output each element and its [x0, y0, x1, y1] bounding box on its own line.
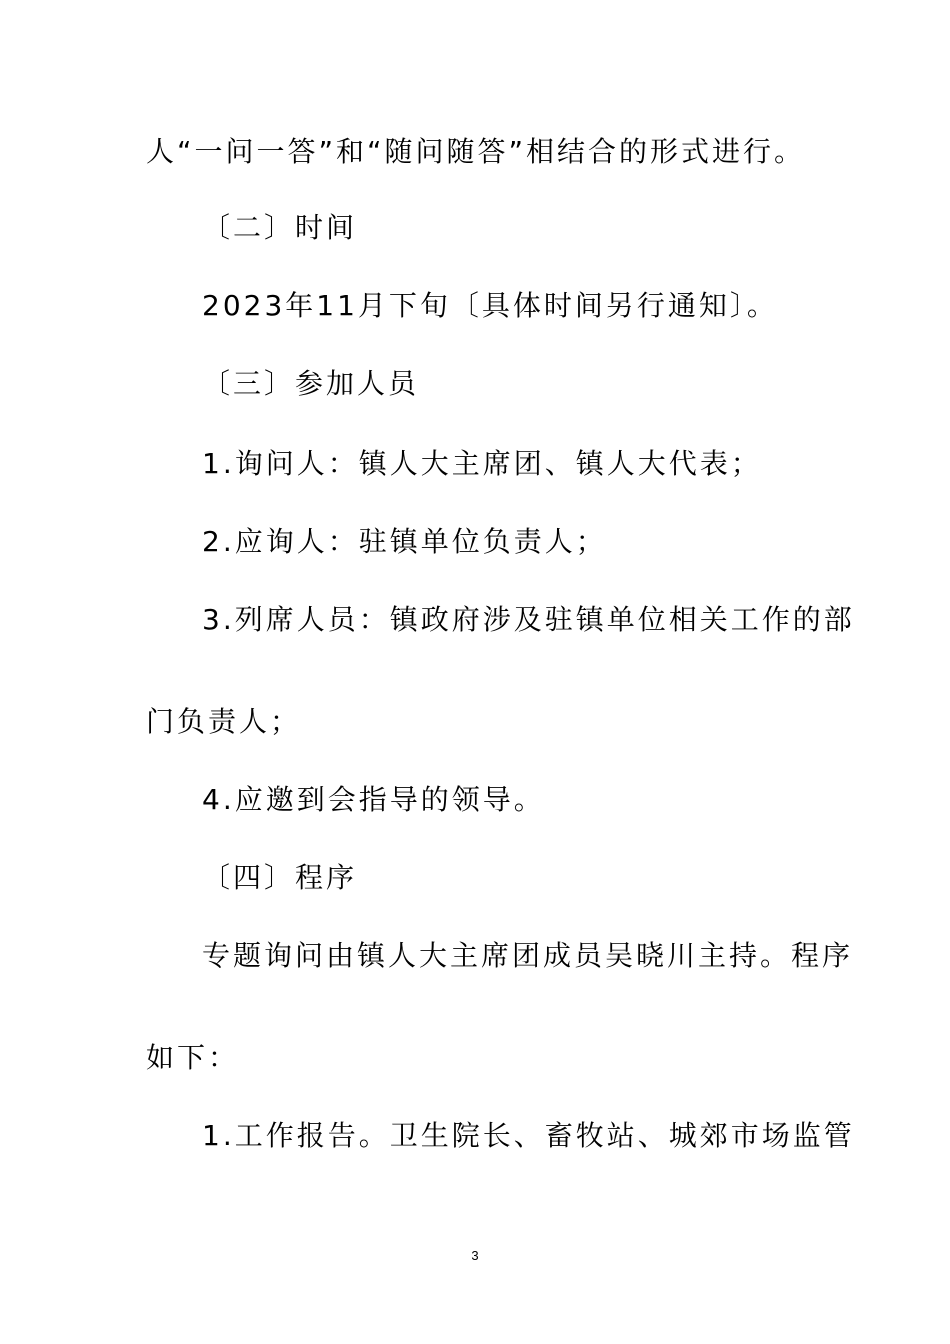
body-text-line: 专题询问由镇人大主席团成员吴晓川主持。程序	[202, 939, 854, 972]
section-heading-participants: 〔三〕参加人员	[202, 367, 420, 400]
list-item: 1.工作报告。卫生院长、畜牧站、城郊市场监管	[202, 1119, 855, 1152]
page-number: 3	[471, 1248, 479, 1263]
section-heading-time: 〔二〕时间	[202, 211, 358, 244]
list-item: 2.应询人：驻镇单位负责人；	[202, 525, 607, 558]
list-item-continuation: 门负责人；	[146, 705, 302, 738]
list-item: 3.列席人员：镇政府涉及驻镇单位相关工作的部	[202, 603, 855, 636]
list-item: 4.应邀到会指导的领导。	[202, 783, 545, 816]
section-heading-procedure: 〔四〕程序	[202, 861, 358, 894]
body-text-line: 2023年11月下旬〔具体时间另行通知〕。	[202, 289, 778, 322]
body-text-continuation: 如下：	[146, 1041, 240, 1074]
body-text-line: 人“一问一答”和“随问随答”相结合的形式进行。	[146, 135, 806, 168]
list-item: 1.询问人：镇人大主席团、镇人大代表；	[202, 447, 762, 480]
